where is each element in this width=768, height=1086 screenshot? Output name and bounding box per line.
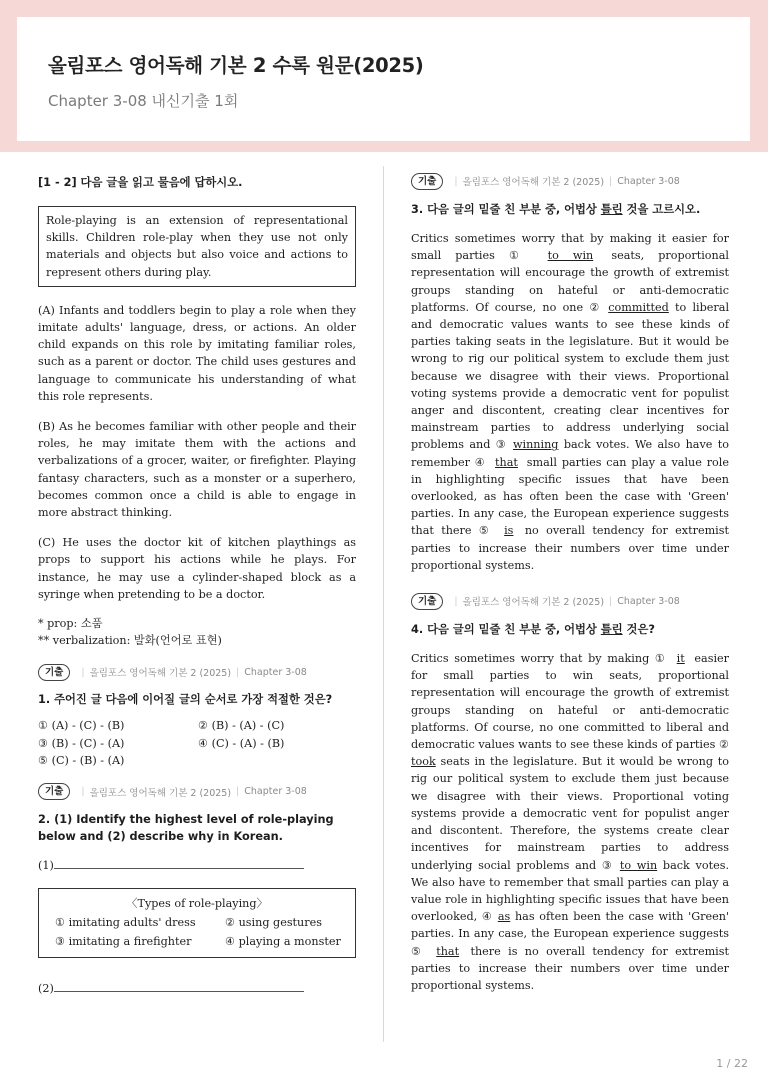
q4-question-post: 것은? bbox=[622, 623, 655, 637]
q3-question-post: 것을 고르시오. bbox=[622, 203, 701, 216]
q3-tagline bbox=[411, 172, 729, 190]
q1-tagline bbox=[38, 663, 356, 681]
q3-question-underlined: 틀린 bbox=[600, 203, 623, 216]
q1-option-3[interactable]: ③ (B) - (C) - (A) bbox=[38, 736, 125, 750]
q4-underline-1: it bbox=[676, 652, 685, 666]
types-box bbox=[38, 888, 356, 958]
answer-line-1[interactable] bbox=[38, 857, 356, 874]
page-subtitle: Chapter 3-08 내신기출 1회 bbox=[48, 92, 239, 110]
q4-underline-2: took bbox=[411, 755, 436, 769]
q3-underline-4: that bbox=[495, 455, 518, 469]
q3-underline-3: winning bbox=[512, 438, 559, 452]
page-number: 1 / 22 bbox=[716, 1057, 748, 1070]
q3-text-3: to liberal and democratic values wants to see these kinds of parties taking seats in the legislature. But it would be wrong to rig our political system to exclude them just because we disagree with their views. Proportional voting systems provide a democratic vent for populist anger and discontent, creating clear incentives for mainstream parties to address underlying social problems and ③ bbox=[411, 300, 730, 452]
q3-text-6: no overall tendency for extremist parties to increase their numbers over time under proportional systems. bbox=[411, 524, 730, 572]
q2-question: 2. (1) Identify the highest level of role-playing below and (2) describe why in Korean. bbox=[38, 812, 334, 843]
q1-tag: 기출 bbox=[38, 664, 70, 681]
instruction: [1 - 2] 다음 글을 읽고 물음에 답하시오. bbox=[38, 176, 243, 189]
answer-2-line[interactable] bbox=[54, 981, 304, 992]
q4-tag: 기출 bbox=[411, 593, 443, 610]
q3-tag: 기출 bbox=[411, 173, 443, 190]
footnote-prop: * prop: 소품 bbox=[38, 617, 103, 631]
q3-chapter: Chapter 3-08 bbox=[617, 175, 680, 187]
q3-underline-2: committed bbox=[608, 300, 669, 314]
q3-sep2: | bbox=[609, 175, 613, 187]
answer-1-label: (1) bbox=[38, 858, 54, 872]
q1-chapter: Chapter 3-08 bbox=[244, 666, 307, 678]
q3-sep1: | bbox=[454, 175, 458, 187]
q4-passage bbox=[411, 650, 729, 994]
q1-sep2: | bbox=[236, 666, 240, 678]
q4-sep2: | bbox=[609, 595, 613, 607]
q4-text-6: there is no overall tendency for extremist parties to increase their numbers over time under proportional systems. bbox=[411, 944, 729, 992]
footnote-verbalization: ** verbalization: 발화(언어로 표현) bbox=[38, 634, 222, 648]
q4-text-1: Critics sometimes worry that by making ① bbox=[411, 652, 668, 666]
q3-question bbox=[411, 201, 729, 218]
q4-text-3: seats in the legislature. But it would be wrong to rig our political system to exclude them just because we disagree with their views. Proportional voting systems provide a democratic vent for populist anger and discontent. Therefore, the systems create clear incentives for mainstream parties to address underlying social problems and ③ bbox=[411, 755, 729, 872]
q4-question-underlined: 틀린 bbox=[600, 623, 623, 637]
q1-sep1: | bbox=[81, 666, 85, 678]
q4-source: 올림포스 영어독해 기본 2 (2025) bbox=[462, 597, 605, 609]
q2-tagline bbox=[38, 783, 356, 801]
q4-question-pre: 4. 다음 글의 밑줄 친 부분 중, 어법상 bbox=[411, 623, 601, 637]
q4-question bbox=[411, 621, 729, 638]
q1-question: 1. 주어진 글 다음에 이어질 글의 순서로 가장 적절한 것은? bbox=[38, 693, 333, 707]
q4-text-5: has often been the case with 'Green' parties. In any case, the European experience suggests ⑤ bbox=[411, 910, 729, 958]
q2-chapter: Chapter 3-08 bbox=[244, 786, 307, 798]
q1-option-2[interactable]: ② (B) - (A) - (C) bbox=[198, 719, 285, 733]
type-1: ① imitating adults' dress bbox=[55, 915, 196, 929]
answer-1-line[interactable] bbox=[54, 858, 304, 869]
q1-option-1[interactable]: ① (A) - (C) - (B) bbox=[38, 719, 125, 733]
q4-sep1: | bbox=[454, 595, 458, 607]
types-title: 〈Types of role-playing〉 bbox=[126, 896, 268, 910]
q3-text-1: Critics sometimes worry that by making it easier for small parties ① bbox=[411, 232, 729, 263]
type-3: ③ imitating a firefighter bbox=[55, 934, 192, 948]
q3-passage bbox=[411, 230, 729, 574]
q2-tag: 기출 bbox=[38, 783, 70, 800]
type-4: ④ playing a monster bbox=[225, 934, 341, 948]
q1-option-5[interactable]: ⑤ (C) - (B) - (A) bbox=[38, 754, 125, 768]
q3-text-5: small parties can play a value role in highlighting specific issues that have been overlooked, as has often been the case with 'Green' parties. In any case, the European experience suggests that there ⑤ bbox=[411, 455, 729, 538]
q3-source: 올림포스 영어독해 기본 2 (2025) bbox=[462, 177, 605, 188]
answer-2-label: (2) bbox=[38, 981, 54, 995]
q4-chapter: Chapter 3-08 bbox=[617, 595, 680, 607]
q2-sep2: | bbox=[236, 786, 240, 798]
intro-box bbox=[38, 206, 356, 287]
q3-question-pre: 3. 다음 글의 밑줄 친 부분 중, 어법상 bbox=[411, 203, 601, 216]
paragraph-b: (B) As he becomes familiar with other people and their roles, he may imitate them with the actions and verbalizations of a grocer, waiter, or firefighter. Playing fantasy characters, such as a monster or a superhero, becomes common once a child is able to engage in more abstract thinking. bbox=[38, 420, 356, 520]
q3-text-2: seats, proportional representation will encourage the growth of extremist groups standing on hateful or anti-democratic platforms. Of course, no one ② bbox=[411, 249, 729, 314]
q4-tagline bbox=[411, 592, 729, 610]
intro-text: Role-playing is an extension of representational skills. Children role-play when they use not only materials and objects but also voice and actions to represent others during play. bbox=[46, 214, 348, 279]
paragraph-a: (A) Infants and toddlers begin to play a role when they imitate adults' language, dress, or actions. An older child expands on this role by imitating familiar roles, such as a parent or doctor. The child uses gestures and language to communicate his understanding of what this role represents. bbox=[38, 303, 356, 403]
header-card bbox=[17, 17, 750, 141]
left-column bbox=[38, 172, 356, 997]
q4-underline-5: that bbox=[436, 944, 460, 958]
q1-options bbox=[38, 717, 356, 770]
q3-text-4: back votes. We also have to remember ④ bbox=[411, 438, 730, 469]
q4-underline-4: as bbox=[497, 910, 511, 924]
q2-source: 올림포스 영어독해 기본 2 (2025) bbox=[89, 787, 232, 799]
q3-underline-1: to win bbox=[547, 249, 594, 263]
q4-text-2: easier for small parties to win seats, proportional representation will encourage the growth of extremist groups standing on hateful or anti-democratic platforms. Of course, no one committed to liberal and democratic values wants to see these kinds of parties ② bbox=[411, 652, 729, 752]
page-title: 올림포스 영어독해 기본 2 수록 원문(2025) bbox=[48, 54, 424, 77]
q4-underline-3: to win bbox=[619, 858, 658, 872]
q1-option-4[interactable]: ④ (C) - (A) - (B) bbox=[198, 736, 285, 750]
q2-sep1: | bbox=[81, 786, 85, 798]
paragraph-c: (C) He uses the doctor kit of kitchen playthings as props to support his actions while he plays. For instance, he may use a cylinder-shaped block as a syringe when pretending to be a doctor. bbox=[38, 536, 356, 601]
answer-line-2[interactable] bbox=[38, 980, 356, 997]
right-column bbox=[411, 172, 729, 994]
q1-source: 올림포스 영어독해 기본 2 (2025) bbox=[89, 668, 232, 680]
types-grid bbox=[45, 913, 349, 951]
type-2: ② using gestures bbox=[225, 915, 322, 929]
column-divider bbox=[383, 166, 384, 1042]
q4-text-4: back votes. We also have to remember that small parties can play a value role in highlighting specific issues that have been overlooked, ④ bbox=[411, 858, 730, 924]
q3-underline-5: is bbox=[504, 524, 514, 538]
